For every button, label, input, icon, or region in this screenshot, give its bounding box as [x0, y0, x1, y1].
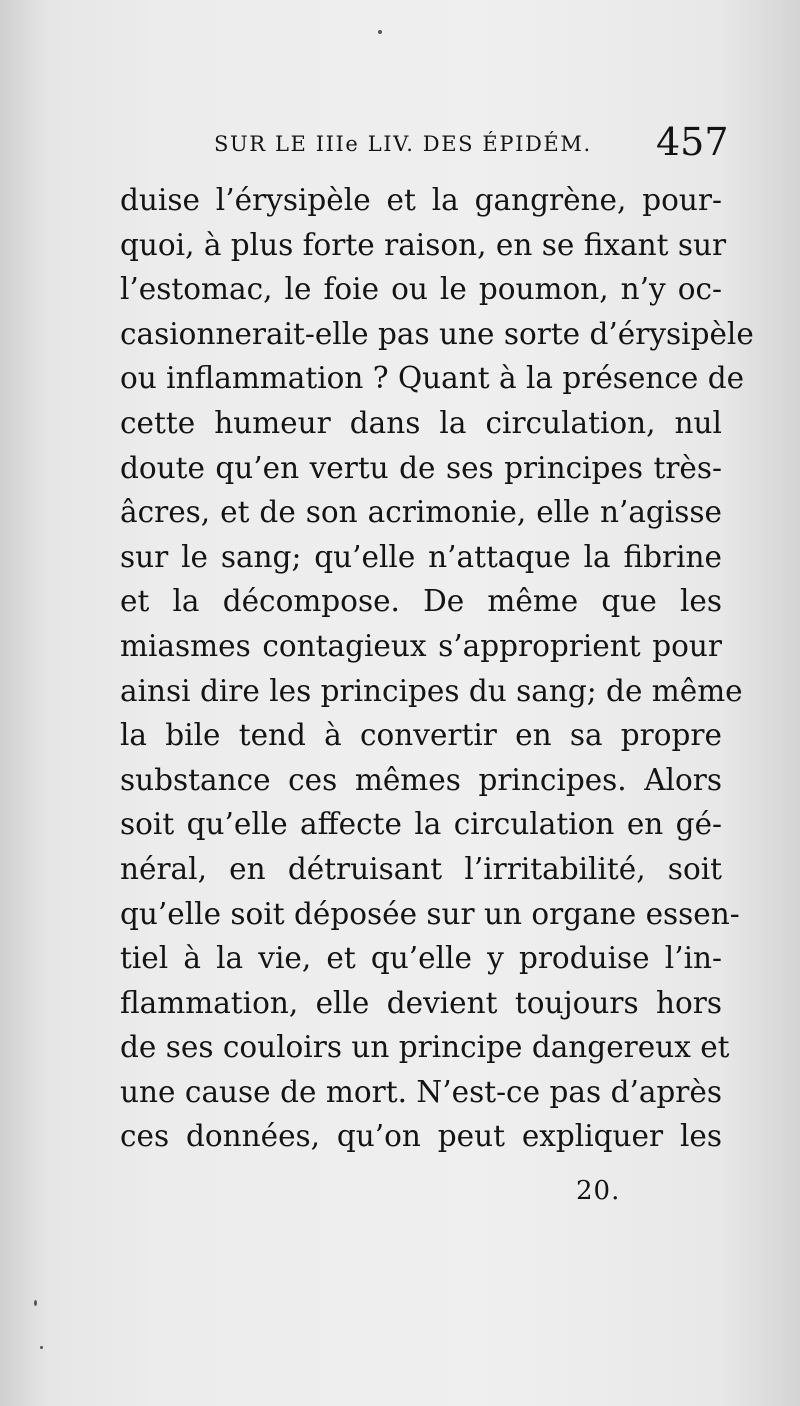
- text-line: néral, en détruisant l’irritabilité, soit: [120, 851, 722, 886]
- text-line: ou inflammation ? Quant à la présence de: [120, 361, 745, 396]
- running-title: SUR LE IIIe LIV. DES ÉPIDÉM.: [214, 132, 592, 156]
- text-line: de ses couloirs un principe dangereux et: [120, 1030, 730, 1065]
- paper-speck: [34, 1300, 37, 1306]
- text-line: l’estomac, le foie ou le poumon, n’y oc-: [120, 272, 722, 307]
- page-header: [214, 120, 734, 174]
- text-line: soit qu’elle affecte la circulation en gé-: [120, 807, 722, 842]
- text-line: âcres, et de son acrimonie, elle n’agisse: [120, 495, 722, 530]
- text-line: duise l’érysipèle et la gangrène, pour-: [120, 183, 722, 217]
- text-line: miasmes contagieux s’approprient pour: [120, 628, 722, 663]
- page-number: 457: [656, 120, 729, 164]
- text-line: quoi, à plus forte raison, en se fixant sur: [120, 227, 727, 262]
- text-line: casionnerait-elle pas une sorte d’érysipèle: [120, 316, 754, 351]
- text-line: une cause de mort. N’est-ce pas d’après: [120, 1074, 722, 1109]
- signature-mark: 20.: [576, 1176, 621, 1206]
- paper-speck: [378, 30, 382, 34]
- text-line: sur le sang; qu’elle n’attaque la fibrine: [120, 539, 722, 574]
- text-line: la bile tend à convertir en sa propre: [120, 718, 722, 753]
- text-line: ainsi dire les principes du sang; de même: [120, 673, 743, 708]
- text-line: tiel à la vie, et qu’elle y produise l’in-: [120, 941, 722, 976]
- text-line: substance ces mêmes principes. Alors: [120, 762, 722, 797]
- text-line: cette humeur dans la circulation, nul: [120, 405, 722, 440]
- text-line: qu’elle soit déposée sur un organe essen-: [120, 896, 740, 931]
- paper-speck: [40, 1346, 43, 1349]
- text-line: doute qu’en vertu de ses principes très-: [120, 450, 722, 485]
- text-line: flammation, elle devient toujours hors: [120, 985, 722, 1020]
- text-line: et la décompose. De même que les: [120, 584, 722, 619]
- body-text: [120, 178, 754, 1159]
- text-line: ces données, qu’on peut expliquer les: [120, 1119, 722, 1154]
